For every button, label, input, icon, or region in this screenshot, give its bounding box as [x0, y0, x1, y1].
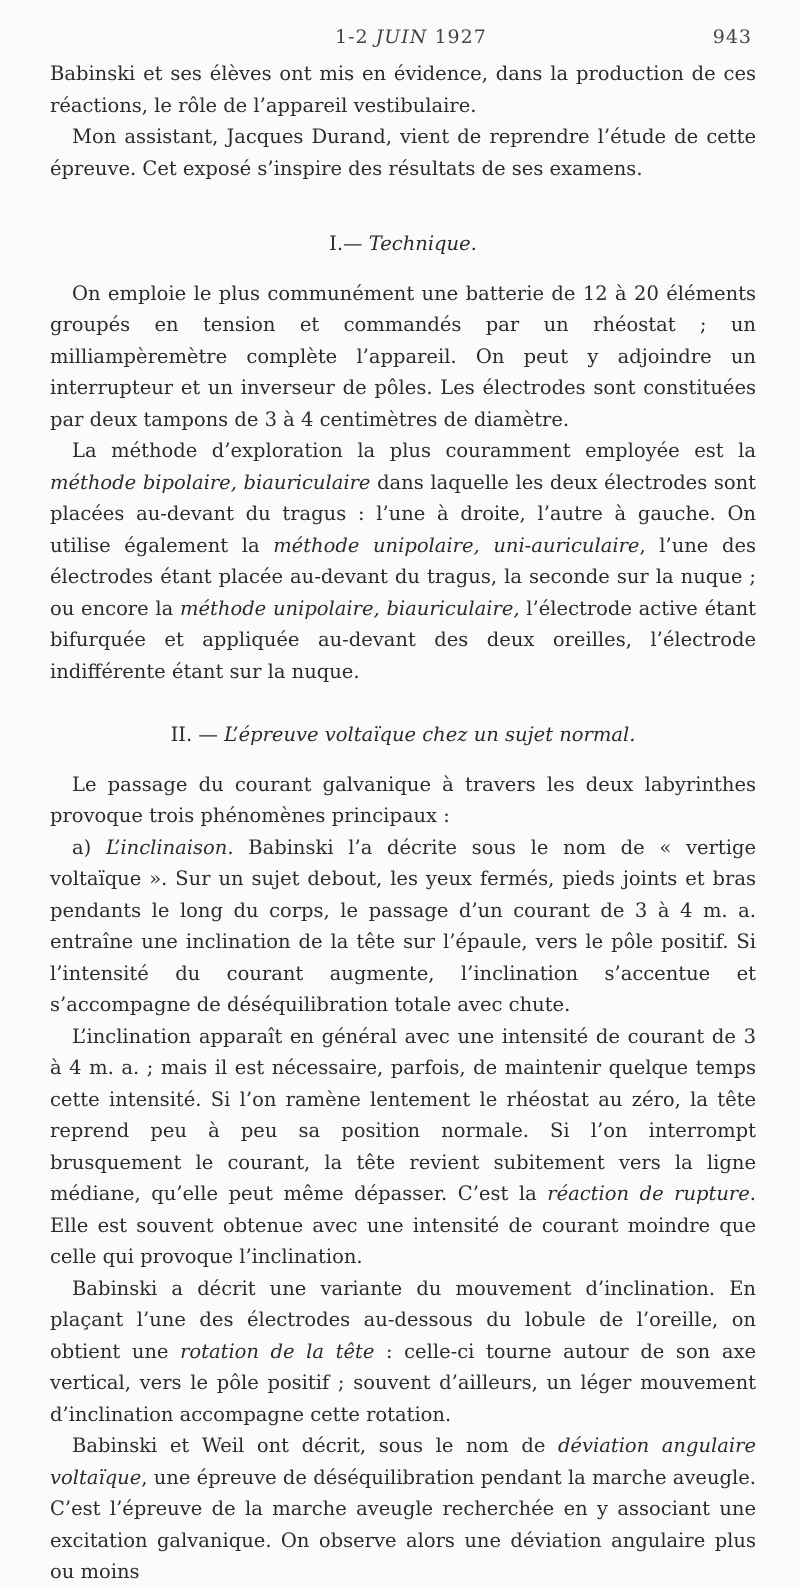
running-header: [50, 18, 756, 58]
intro-paragraph-2: Mon assistant, Jacques Durand, vient de reprendre l’étude de cette épreuve. Cet exposé s’inspire des résultats de ses examens.: [50, 125, 756, 180]
inclinaison-paragraph: a) L’inclinaison. Babinski l’a décrite sous le nom de « vertige voltaïque ». Sur un sujet debout, les yeux fermés, pieds joints et bras pendants le long du corps, le passage d’un courant de 3 à 4 m. a. entraîne une inclination de la tête sur l’épaule, vers le pôle positif. Si l’intensité du courant augmente, l’inclination s’accentue et s’accompagne de déséquilibration totale avec chute.: [50, 835, 756, 1016]
page: [50, 18, 756, 1588]
technique-paragraph-2: La méthode d’exploration la plus couramment employée est la méthode bipolaire, biauriculaire dans laquelle les deux électrodes sont placées au-devant du tragus : l’une à droite, l’autre à gauche. On utilise également la méthode unipolaire, uni-auriculaire, l’une des électrodes étant placée au-devant du tragus, la seconde sur la nuque ; ou encore la méthode unipolaire, biauriculaire, l’électrode active étant bifurquée et appliquée au-devant des deux oreilles, l’électrode indifférente étant sur la nuque.: [50, 439, 756, 683]
section-1-heading: I.— Technique.: [329, 232, 477, 255]
rotation-paragraph: Babinski a décrit une variante du mouvement d’inclination. En plaçant l’une des électrodes au-dessous du lobule de l’oreille, on obtient une rotation de la tête : celle-ci tourne autour de son axe vertical, vers le pôle positif ; souvent d’ailleurs, un léger mouvement d’inclination accompagne cette rotation.: [50, 1276, 756, 1426]
deviation-paragraph: Babinski et Weil ont décrit, sous le nom de déviation angulaire voltaïque, une épreuve de déséquilibration pendant la marche aveugle. C’est l’épreuve de la marche aveugle recherchée en y associant une excitation galvanique. On observe alors une déviation angulaire plus ou moins: [50, 1434, 756, 1583]
rupture-paragraph: L’inclination apparaît en général avec une intensité de courant de 3 à 4 m. a. ; mais il est nécessaire, parfois, de maintenir quelque temps cette intensité. Si l’on ramène lentement le rhéostat au zéro, la tête reprend peu à peu sa position normale. Si l’on interrompt brusquement le courant, la tête revient subitement vers la ligne médiane, qu’elle peut même dépasser. C’est la réaction de rupture. Elle est souvent obtenue avec une intensité de courant moindre que celle qui provoque l’inclination.: [50, 1024, 756, 1268]
technique-paragraph-1: On emploie le plus communément une batterie de 12 à 20 éléments groupés en tension et commandés par un rhéostat ; un milliampèremètre complète l’appareil. On peut y adjoindre un interrupteur et un inverseur de pôles. Les électrodes sont constituées par deux tampons de 3 à 4 centimètres de diamètre.: [50, 281, 756, 431]
intro-paragraph-1: Babinski et ses élèves ont mis en évidence, dans la production de ces réactions, le rôle de l’appareil vestibulaire.: [50, 62, 756, 117]
normal-paragraph-1: Le passage du courant galvanique à travers les deux labyrinthes provoque trois phénomènes principaux :: [50, 772, 756, 827]
header-date: 1-2 JUIN 1927: [335, 26, 487, 48]
page-number: 943: [712, 26, 752, 48]
section-2-heading: II. — L’épreuve voltaïque chez un sujet normal.: [170, 723, 636, 746]
